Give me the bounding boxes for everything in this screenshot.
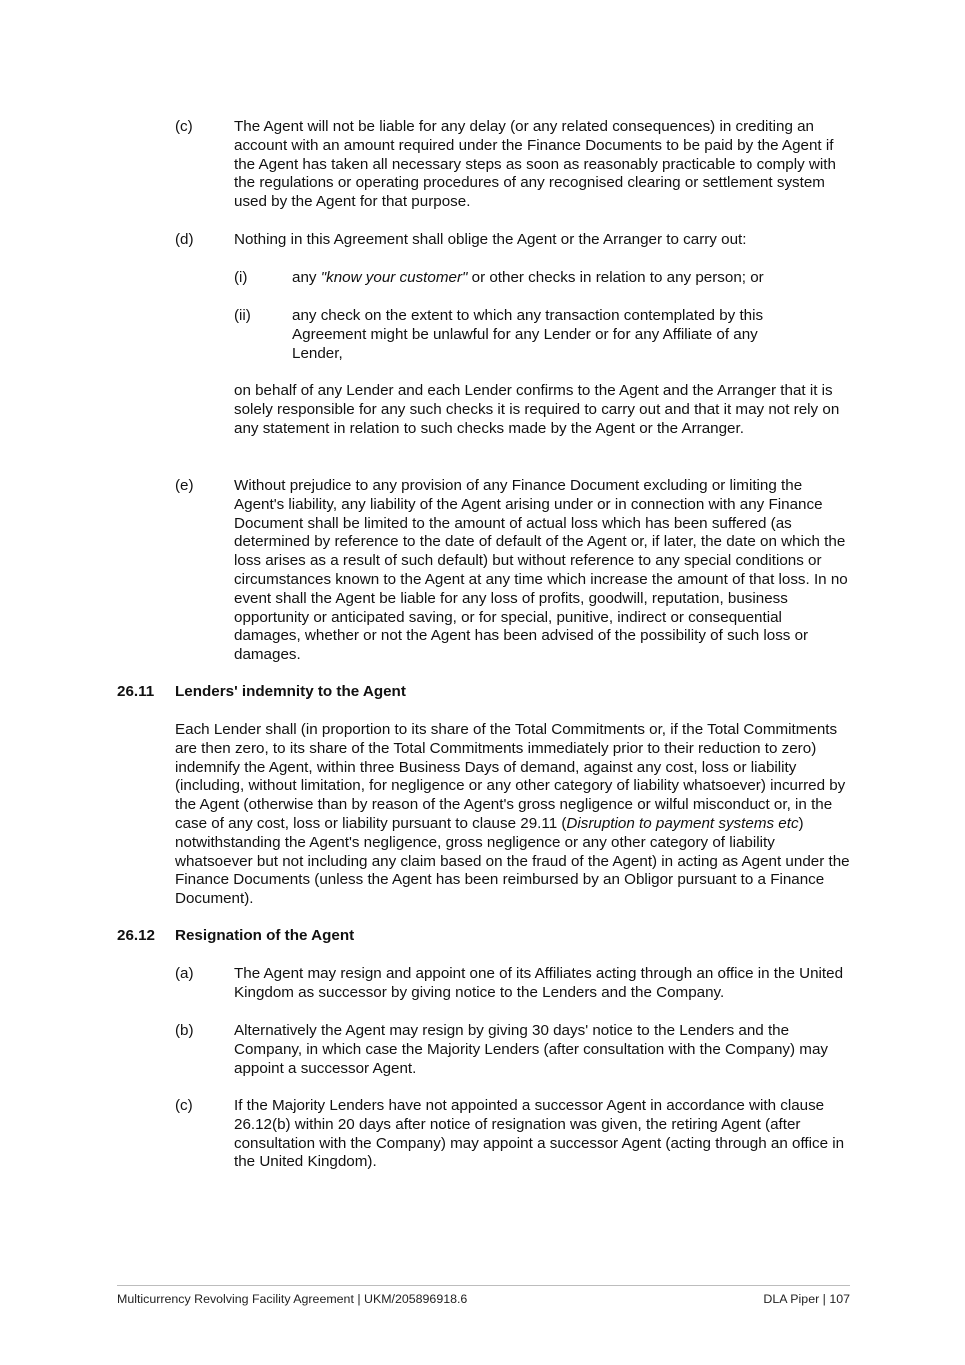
section-26-12-heading bbox=[117, 927, 354, 946]
clause-d-label: (d) bbox=[175, 231, 194, 248]
clause-d-i-label: (i) bbox=[234, 269, 248, 286]
clause-c-text: The Agent will not be liable for any delay (or any related consequences) in crediting an account with an amount required under the Finance Documents to be paid by the Agent if the Agent has taken all necessary steps as soon as reasonably practicable to comply with the regulations or operating procedures of any recognised clearing or settlement system used by the Agent for that purpose. bbox=[234, 118, 836, 211]
section-26-11-number: 26.11 bbox=[117, 683, 155, 700]
section-26-12-c-text: If the Majority Lenders have not appointed a successor Agent in accordance with clause 26.12(b) within 20 days after notice of resignation was given, the retiring Agent (after consultation with the Company) may appoint a successor Agent (acting through an office in the United Kingdom). bbox=[234, 1097, 845, 1171]
section-26-11-body bbox=[175, 721, 855, 909]
section-26-12-a-label: (a) bbox=[175, 965, 194, 982]
footer-divider bbox=[117, 1285, 850, 1286]
clause-d-i-pre: any bbox=[292, 269, 321, 286]
clause-d-tail: on behalf of any Lender and each Lender confirms to the Agent and the Arranger that it is solely responsible for any such checks it is required to carry out and that it may not rely on any statement in relation to such checks made by the Agent or the Arranger. bbox=[234, 382, 840, 437]
section-26-12-title: Resignation of the Agent bbox=[175, 927, 355, 944]
section-26-12-number: 26.12 bbox=[117, 927, 156, 944]
section-26-11-body-pre: Each Lender shall (in proportion to its share of the Total Commitments or, if the Total Commitments are then zero, to its share of the Total Commitments immediately prior to their reduction to zero) indemnify the Agent, within three Business Days of demand, against any cost, loss or liability (including, without limitation, for negligence or any other category of liability whatsoever) incurred by the Agent (otherwise than by reason of the Agent's gross negligence or wilful misconduct or, in the case of any cost, loss or liability pursuant to clause 29.11 ( bbox=[175, 721, 846, 832]
footer-document-reference: Multicurrency Revolving Facility Agreement | UKM/205896918.6 bbox=[117, 1292, 468, 1306]
section-26-12-b-label: (b) bbox=[175, 1022, 194, 1039]
section-26-11-body-post: ) notwithstanding the Agent's negligence, gross negligence or any other category of liability whatsoever but not including any claim based on the fraud of the Agent) in acting as Agent under the Finance Documents (unless the Agent has been reimbursed by an Obligor pursuant to a Finance Document). bbox=[175, 814, 850, 908]
section-26-11-body-italic: Disruption to payment systems etc bbox=[566, 814, 799, 832]
clause-d-ii-label: (ii) bbox=[234, 307, 251, 324]
section-26-12-a-text: The Agent may resign and appoint one of its Affiliates acting through an office in the United Kingdom as successor by giving notice to the Lenders and the Company. bbox=[234, 965, 844, 1001]
section-26-11-heading bbox=[117, 683, 406, 702]
section-26-12-b-text: Alternatively the Agent may resign by giving 30 days' notice to the Lenders and the Company, in which case the Majority Lenders (after consultation with the Company) may appoint a successor Agent. bbox=[234, 1022, 828, 1077]
section-26-12-c-label: (c) bbox=[175, 1097, 193, 1114]
footer-page-number: DLA Piper | 107 bbox=[763, 1292, 850, 1306]
clause-d-ii-text: any check on the extent to which any transaction contemplated by this Agreement might be unlawful for any Lender or for any Affiliate of any Lender, bbox=[292, 307, 764, 362]
clause-c-label: (c) bbox=[175, 118, 193, 135]
section-26-11-title: Lenders' indemnity to the Agent bbox=[175, 683, 406, 700]
clause-e-label: (e) bbox=[175, 477, 194, 494]
clause-e-text: Without prejudice to any provision of any Finance Document excluding or limiting the Agent's liability, any liability of the Agent arising under or in connection with any Finance Document shall be limited to the amount of actual loss which has been suffered (as determined by reference to the date of default of the Agent or, if later, the date on which the loss arises as a result of such default) but without reference to any special conditions or circumstances known to the Agent at any time which increase the amount of that loss. In no event shall the Agent be liable for any loss of profits, goodwill, reputation, business opportunity or anticipated saving, or for special, punitive, indirect or consequential damages, whether or not the Agent has been advised of the possibility of such loss or damages. bbox=[234, 477, 848, 664]
clause-d-i-italic: "know your customer" bbox=[320, 269, 468, 286]
clause-d-text: Nothing in this Agreement shall oblige the Agent or the Arranger to carry out: bbox=[234, 231, 747, 248]
clause-d-i-text bbox=[292, 269, 812, 288]
clause-d-i-post: or other checks in relation to any person; or bbox=[467, 269, 764, 286]
